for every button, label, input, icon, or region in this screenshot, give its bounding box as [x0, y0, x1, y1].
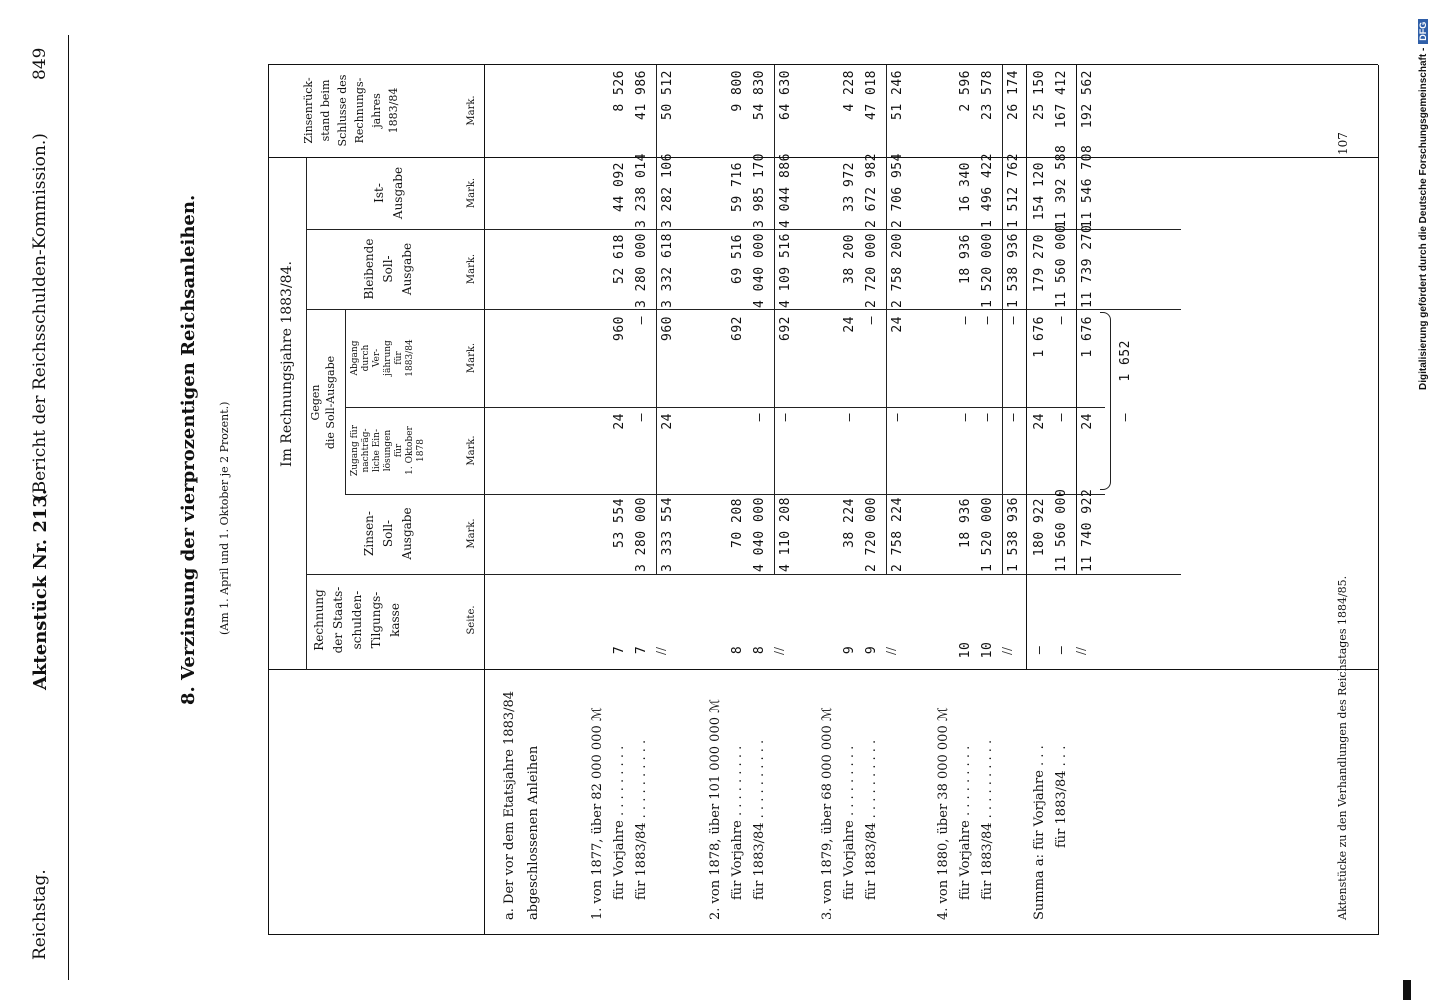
cell-seite: 10: [958, 641, 973, 659]
cell-zinsen: 4 040 000: [752, 497, 767, 572]
cell-seite: —: [1032, 645, 1047, 655]
cell-zugang-sum: —: [890, 413, 905, 422]
cell-rueck: 4 228: [842, 70, 857, 112]
page-number: 849: [30, 47, 50, 80]
cell-zugang: —: [634, 413, 649, 422]
cell-zinsen: 18 936: [958, 498, 973, 548]
sum-rule: [656, 65, 657, 575]
cell-bleibende: 18 936: [958, 234, 973, 284]
cell-bleibende: 69 516: [730, 234, 745, 284]
cell-zugang: —: [980, 413, 995, 422]
row-label: für 1883/84 . . .: [1054, 745, 1069, 848]
cell-rueck-sum: 51 246: [890, 70, 905, 120]
rule-rueck: [268, 157, 1378, 158]
cell-ist: 59 716: [730, 162, 745, 212]
cell-abgang: —: [958, 316, 973, 325]
cell-ist: 3 238 014: [634, 153, 649, 228]
cell-bleibende: 38 200: [842, 234, 857, 284]
row-label: für 1883/84 . . . . . . . . . .: [634, 739, 649, 900]
cell-zinsen: 38 224: [842, 498, 857, 548]
group-title: Im Rechnungsjahre 1883/84.: [279, 261, 295, 467]
cell-seite: 10: [980, 641, 995, 659]
cell-abgang: —: [634, 316, 649, 325]
cell-rueck: 25 150: [1032, 70, 1047, 120]
summa-rule: [1026, 65, 1027, 670]
row-label: für 1883/84 . . . . . . . . . .: [864, 739, 879, 900]
cell-bleibende-sum: 11 739 270: [1080, 224, 1095, 308]
rule-right: [268, 64, 1378, 65]
footer-page: 107: [1336, 132, 1350, 155]
cell-ist: 3 985 170: [752, 153, 767, 228]
row-heading: 3. von 1879, über 68 000 000 ℳ: [820, 707, 835, 920]
cell-ist-sum: 4 044 886: [778, 153, 793, 228]
cell-bleibende-sum: 2 758 200: [890, 233, 905, 308]
cell-zinsen-sum: 3 333 554: [660, 497, 675, 572]
cell-bleibende-sum: 3 332 618: [660, 233, 675, 308]
cell-rueck-sum: 26 174: [1006, 70, 1021, 120]
sum-rule: [1002, 65, 1003, 575]
cell-abgang: 24: [842, 316, 857, 333]
cell-abgang: —: [864, 316, 879, 325]
cell-seite: 8: [730, 645, 745, 655]
cell-ist-sum: 1 512 762: [1006, 153, 1021, 228]
cell-rueck: 54 830: [752, 70, 767, 120]
section-subtitle: (Am 1. April und 1. Oktober je 2 Prozent.): [218, 401, 231, 635]
cell-zinsen-sum: 11 740 922: [1080, 488, 1095, 572]
net-bracket: [1100, 312, 1111, 490]
header-rule: [68, 35, 69, 980]
cell-abgang-sum: 960: [660, 316, 675, 341]
cell-abgang-sum: —: [1006, 316, 1021, 325]
cell-abgang-sum: 692: [778, 316, 793, 341]
cell-abgang: 1 676: [1032, 316, 1047, 358]
col-gegen: Gegen die Soll-Ausgabe: [309, 355, 337, 450]
cell-seite: 9: [842, 645, 857, 655]
cell-bleibende: 3 280 000: [634, 233, 649, 308]
cell-ist: 1 496 422: [980, 153, 995, 228]
cell-seite: 7: [612, 645, 627, 655]
cell-zinsen-sum: 1 538 936: [1006, 497, 1021, 572]
cell-zinsen: 2 720 000: [864, 497, 879, 572]
cell-ist: 33 972: [842, 162, 857, 212]
net-left: —: [1118, 413, 1133, 422]
cell-zinsen: 1 520 000: [980, 497, 995, 572]
cell-abgang: 960: [612, 316, 627, 341]
cell-seite: —: [1054, 645, 1069, 655]
cell-zinsen: 70 208: [730, 498, 745, 548]
cell-ist: 2 672 982: [864, 153, 879, 228]
sum-rule: [774, 65, 775, 575]
row-label: für 1883/84 . . . . . . . . . .: [752, 739, 767, 900]
cell-rueck-sum: 64 630: [778, 70, 793, 120]
col-rueckstand: Zinsenrück- stand beim Schlusse des Rechnungs- jahres 1883/84: [302, 74, 400, 147]
cell-abgang: —: [980, 316, 995, 325]
rule-zinsen: [306, 574, 1181, 575]
cell-zinsen: 53 554: [612, 498, 627, 548]
group-title-rule: [306, 158, 307, 670]
col-rechnung: Rechnung der Staats- schulden- Tilgungs- kasse: [312, 586, 402, 654]
sum-mark: //: [1074, 646, 1088, 655]
sum-mark: //: [654, 646, 668, 655]
cell-rueck-sum: 192 562: [1080, 70, 1095, 129]
col-bleibende: Bleibende Soll- Ausgabe: [362, 238, 414, 300]
cell-zugang: —: [1054, 413, 1069, 422]
cell-rueck: 47 018: [864, 70, 879, 120]
cell-zugang: 24: [1032, 413, 1047, 430]
cell-bleibende: 179 270: [1032, 234, 1047, 293]
cell-abgang-sum: 24: [890, 316, 905, 333]
cell-seite: 9: [864, 645, 879, 655]
unit-mark: Mark.: [466, 518, 477, 549]
net-right: 1 652: [1118, 340, 1133, 382]
cell-rueck: 41 986: [634, 70, 649, 120]
dfg-text: Digitalisierung gefördert durch die Deutsche Forschungsgemeinschaft -: [1418, 47, 1429, 390]
col-ist: Ist- Ausgabe: [372, 166, 405, 220]
rule-abgang: [345, 407, 1105, 408]
cell-abgang: —: [1054, 316, 1069, 325]
cell-rueck: 23 578: [980, 70, 995, 120]
col-zugang: Zugang für nachträg- liche Ein- lösungen für 1. Oktober 1878: [350, 424, 426, 477]
unit-mark: Mark.: [466, 95, 477, 126]
cell-ist: 44 092: [612, 162, 627, 212]
row-label: für Vorjahre . . . . . . . . .: [730, 745, 745, 900]
unit-seite: Seite.: [466, 605, 477, 635]
cell-zugang-sum: —: [778, 413, 793, 422]
row-label: für Vorjahre . . . . . . . . .: [612, 745, 627, 900]
cell-bleibende: 1 520 000: [980, 233, 995, 308]
table-header-bottom-rule: [484, 65, 485, 935]
cell-zugang: —: [842, 413, 857, 422]
cell-bleibende: 2 720 000: [864, 233, 879, 308]
cell-bleibende-sum: 1 538 936: [1006, 233, 1021, 308]
row-label: für 1883/84 . . . . . . . . . .: [980, 739, 995, 900]
cell-zugang: 24: [612, 413, 627, 430]
scan-edge-mark: [1403, 980, 1411, 1000]
unit-mark: Mark.: [466, 177, 477, 209]
rule-left: [268, 934, 1378, 935]
cell-rueck: 9 800: [730, 70, 745, 112]
cell-zinsen-sum: 4 110 208: [778, 497, 793, 572]
gegen-rule: [345, 310, 346, 495]
rule-bleibende: [306, 309, 1181, 310]
unit-mark: Mark.: [466, 435, 477, 466]
cell-rueck: 167 412: [1054, 70, 1069, 129]
section-title: 8. Verzinsung der vierprozentigen Reichsanleihen.: [178, 194, 199, 705]
cell-bleibende: 11 560 000: [1054, 224, 1069, 308]
row-label: für Vorjahre . . . . . . . . .: [842, 745, 857, 900]
header-left: Reichstag.: [30, 869, 50, 960]
cell-ist: 11 392 588: [1054, 144, 1069, 228]
unit-mark: Mark.: [466, 253, 477, 285]
grand-sum-rule: [1076, 65, 1077, 575]
cell-ist-sum: 3 282 106: [660, 153, 675, 228]
cell-zugang-sum: —: [1006, 413, 1021, 422]
table-top-rule: [268, 65, 269, 935]
row-label: Summa a: für Vorjahre . . .: [1032, 745, 1047, 920]
col-zinsen: Zinsen- Soll- Ausgabe: [362, 507, 414, 560]
cell-rueck: 2 596: [958, 70, 973, 112]
header-note: (Bericht der Reichsschulden-Kommission.): [30, 133, 50, 500]
cell-bleibende: 52 618: [612, 234, 627, 284]
sum-mark: //: [772, 646, 786, 655]
header-center: Aktenstück Nr. 213.: [30, 488, 51, 690]
footer-left: Aktenstücke zu den Verhandlungen des Reichstages 1884/85.: [1336, 575, 1349, 920]
cell-abgang-sum: 1 676: [1080, 316, 1095, 358]
cell-zinsen: 3 280 000: [634, 497, 649, 572]
cell-zugang: —: [958, 413, 973, 422]
cell-zugang-sum: 24: [1080, 413, 1095, 430]
cell-ist: 154 120: [1032, 162, 1047, 221]
row-label: für Vorjahre . . . . . . . . .: [958, 745, 973, 900]
cell-zinsen-sum: 2 758 224: [890, 497, 905, 572]
sum-mark: //: [1000, 646, 1014, 655]
cell-zinsen: 180 922: [1032, 498, 1047, 557]
cell-rueck-sum: 50 512: [660, 70, 675, 120]
rule-ist: [306, 229, 1181, 230]
cell-ist: 16 340: [958, 162, 973, 212]
col-abgang: Abgang durch Ver- jährung für 1883/84: [350, 339, 415, 377]
section-a-title: a. Der vor dem Etatsjahre 1883/84 abgeschlossenen Anleihen: [502, 690, 541, 920]
cell-rueck: 8 526: [612, 70, 627, 112]
rule-rechnung: [268, 669, 1378, 670]
cell-bleibende: 4 040 000: [752, 233, 767, 308]
unit-mark: Mark.: [466, 342, 477, 374]
cell-ist-sum: 11 546 708: [1080, 144, 1095, 228]
cell-zugang: —: [752, 413, 767, 422]
row-heading: 2. von 1878, über 101 000 000 ℳ: [708, 698, 723, 920]
table-bottom-rule: [1378, 65, 1379, 935]
dfg-logo-icon: DFG: [1418, 19, 1428, 44]
sum-rule: [886, 65, 887, 575]
sum-mark: //: [884, 646, 898, 655]
rule-zugang: [345, 494, 1105, 495]
cell-bleibende-sum: 4 109 516: [778, 233, 793, 308]
cell-zinsen: 11 560 000: [1054, 488, 1069, 572]
cell-abgang: 692: [730, 316, 745, 341]
cell-zugang-sum: 24: [660, 413, 675, 430]
cell-seite: 8: [752, 645, 767, 655]
row-heading: 4. von 1880, über 38 000 000 ℳ: [936, 707, 951, 920]
cell-seite: 7: [634, 645, 649, 655]
row-heading: 1. von 1877, über 82 000 000 ℳ: [590, 707, 605, 920]
cell-ist-sum: 2 706 954: [890, 153, 905, 228]
